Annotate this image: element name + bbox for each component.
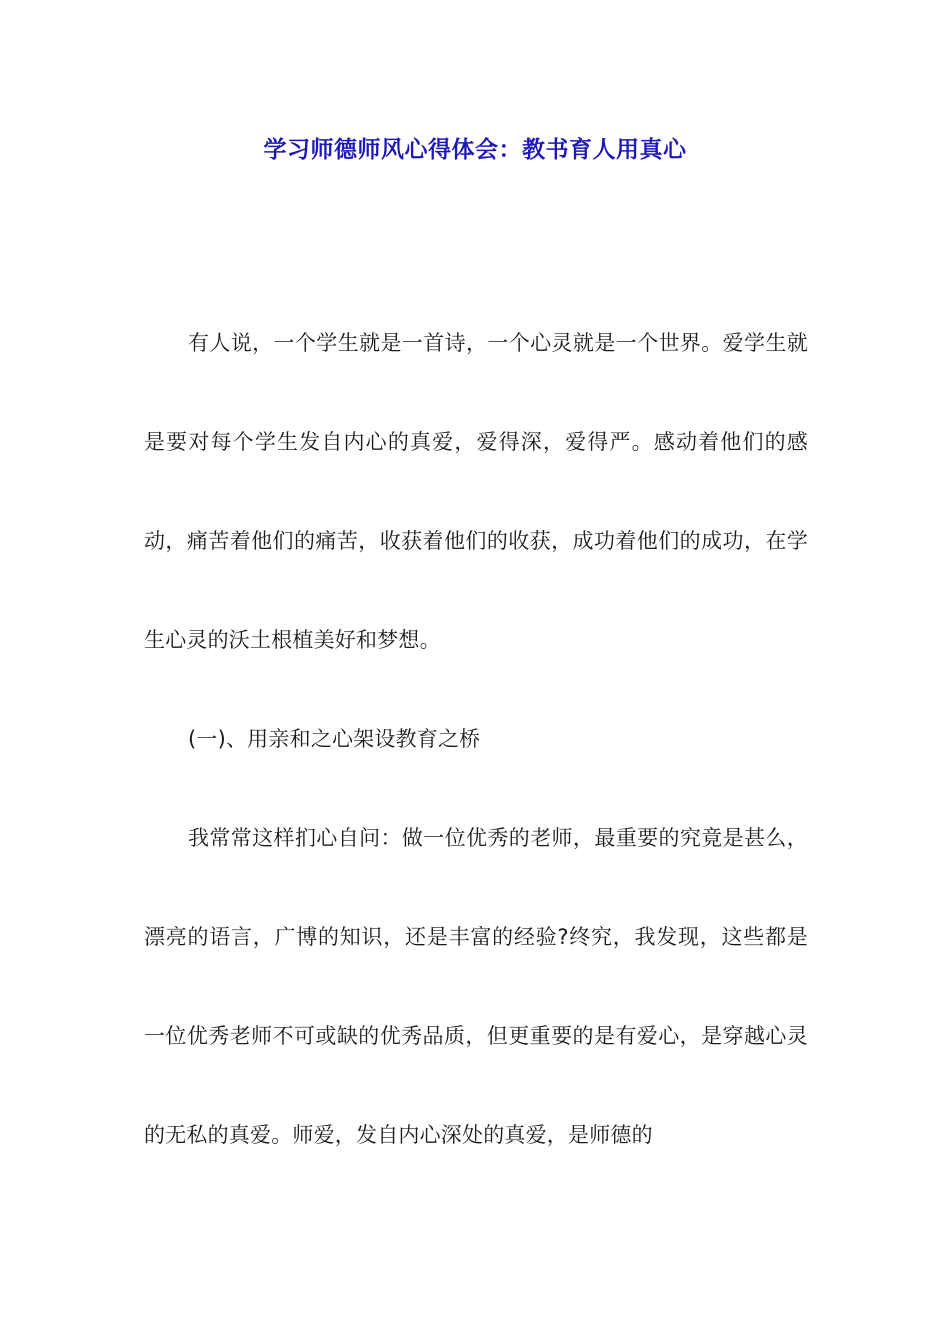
document-body (144, 294, 808, 1185)
paragraph-intro: 有人说，一个学生就是一首诗，一个心灵就是一个世界。爱学生就是要对每个学生发自内心的真爱，爱得深，爱得严。感动着他们的感动，痛苦着他们的痛苦，收获着他们的收获，成功着他们的成功，在学生心灵的沃土根植美好和梦想。 (144, 331, 808, 652)
section-heading: (一)、用亲和之心架设教育之桥 (188, 727, 481, 751)
paragraph-reflection: 我常常这样扪心自问：做一位优秀的老师，最重要的究竟是甚么，漂亮的语言，广博的知识，还是丰富的经验?终究，我发现，这些都是一位优秀老师不可或缺的优秀品质，但更重要的是有爱心，是穿越心灵的无私的真爱。师爱，发自内心深处的真爱，是师德的 (144, 826, 808, 1147)
document-title: 学习师德师风心得体会：教书育人用真心 (263, 137, 687, 163)
